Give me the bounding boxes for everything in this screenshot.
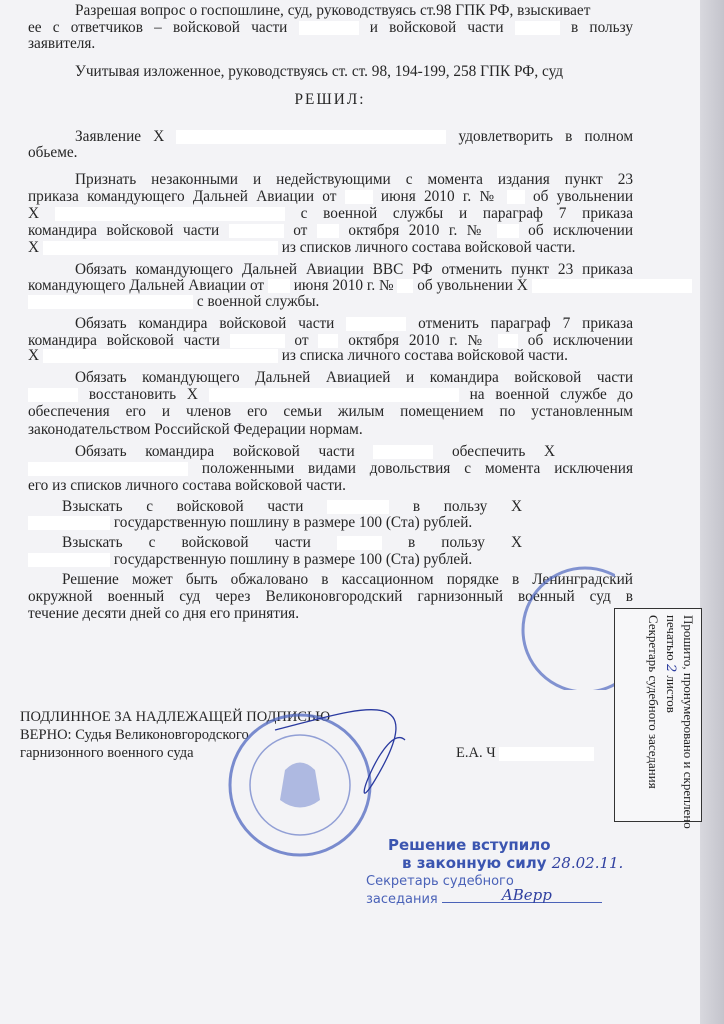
text-line: Учитывая изложенное, руководствуясь ст. ст. 98, 194-199, 258 ГПК РФ, суд <box>75 63 564 80</box>
text-line <box>28 551 472 569</box>
judge-name <box>456 744 594 762</box>
text: приказа командующего Дальней Авиации от <box>28 188 337 205</box>
text: ее с ответчиков – войсковой части <box>28 19 288 36</box>
text: Обязать командира войсковой части <box>75 315 335 332</box>
text: июня 2010 г. № <box>293 277 394 294</box>
binding-certification-label <box>614 608 702 829</box>
redaction <box>209 388 459 402</box>
redaction <box>317 224 339 238</box>
text: Обязать командира войсковой части <box>75 443 355 460</box>
text-line <box>28 347 568 365</box>
secretary-signature: ABepp <box>501 886 552 904</box>
text: листов <box>664 675 679 713</box>
text: об увольнении Х <box>417 277 528 294</box>
text: Х <box>28 347 40 364</box>
text: с военной службы. <box>196 293 320 310</box>
text: об исключении <box>528 222 633 239</box>
text: и войсковой части <box>369 19 504 36</box>
text: Х <box>28 239 40 256</box>
text: Взыскать с войсковой части <box>62 498 304 515</box>
text: обеспечить Х <box>451 443 555 460</box>
redaction <box>43 349 278 363</box>
text-line: Обязать командующего Дальней Авиации ВВС РФ отменить пункт 23 приказа <box>75 261 633 278</box>
text: печатью <box>664 615 679 661</box>
text: октября 2010 г. № <box>348 222 488 239</box>
text-line: Обязать командующего Дальней Авиацией и командира войсковой части <box>75 369 633 386</box>
text: об исключении <box>527 332 633 349</box>
text-line <box>28 386 633 404</box>
certification-line: гарнизонного военного суда <box>20 745 194 761</box>
redaction <box>28 516 110 530</box>
text: Заявление Х <box>75 128 165 145</box>
redaction <box>268 279 290 293</box>
text: в пользу Х <box>412 498 522 515</box>
redaction <box>43 241 278 255</box>
text: Взыскать с войсковой части <box>62 534 311 551</box>
label-line: Секретарь судебного заседания <box>646 615 661 789</box>
text: с военной службы и параграф 7 приказа <box>300 205 633 222</box>
text: об увольнении <box>532 188 633 205</box>
text-line <box>75 443 555 461</box>
text: октября 2010 г. № <box>348 332 489 349</box>
text: в законную силу <box>402 854 547 872</box>
text-line: обьеме. <box>28 144 78 161</box>
redaction <box>28 295 193 309</box>
text-line <box>28 293 319 311</box>
text: в пользу <box>570 19 633 36</box>
text: от <box>294 332 309 349</box>
partial-seal <box>505 560 615 690</box>
redaction <box>397 279 413 293</box>
label-line <box>662 615 680 815</box>
text: командира войсковой части <box>28 222 220 239</box>
text: июня 2010 г. № <box>380 188 499 205</box>
sheet-count: 2 <box>663 663 678 673</box>
text-line <box>75 128 633 146</box>
certification-line: ПОДЛИННОЕ ЗА НАДЛЕЖАЩЕЙ ПОДПИСЬЮ <box>20 709 331 725</box>
text-line <box>28 19 633 37</box>
redaction <box>28 462 188 476</box>
redaction <box>28 553 110 567</box>
redaction <box>499 747 594 761</box>
text: удовлетворить в полном <box>458 128 633 145</box>
redaction <box>299 21 359 35</box>
redaction <box>55 207 285 221</box>
entry-stamp-line <box>402 854 623 872</box>
court-seal <box>215 700 415 870</box>
redaction <box>497 224 519 238</box>
text: командующего Дальней Авиации от <box>28 277 265 294</box>
text: из списков личного состава войсковой части. <box>281 239 576 256</box>
text: Е.А. Ч <box>456 745 496 761</box>
redaction <box>176 130 446 144</box>
text-line: обеспечения его и членов его семьи жилым помещением по установленным <box>28 403 633 420</box>
text-line: заявителя. <box>28 35 96 52</box>
text-line: законодательством Российской Федерации нормам. <box>28 421 363 438</box>
decision-heading: РЕШИЛ: <box>294 91 366 108</box>
redaction <box>507 190 525 204</box>
text: из списка личного состава войсковой части. <box>281 347 568 364</box>
text-line <box>28 205 633 223</box>
page-edge <box>700 0 724 1024</box>
text: от <box>293 222 308 239</box>
entry-stamp-line <box>366 886 602 907</box>
text-line: окружной военный суд через Великоновгородский гарнизонный военный суд в <box>28 588 633 605</box>
text-line <box>75 315 633 333</box>
redaction <box>337 536 382 550</box>
text-line: Разрешая вопрос о госпошлине, суд, руководствуясь ст.98 ГПК РФ, взыскивает <box>75 2 591 19</box>
text: Х <box>28 205 40 222</box>
text: в пользу Х <box>407 534 522 551</box>
entry-stamp-line: Секретарь судебного <box>366 874 514 889</box>
text: восстановить Х <box>88 386 198 403</box>
text-line: его из списков личного состава войсковой части. <box>28 477 346 494</box>
text-line <box>28 239 575 257</box>
redaction <box>346 317 406 331</box>
text: заседания <box>366 892 438 907</box>
text-line <box>28 188 633 206</box>
redaction <box>345 190 373 204</box>
text: на военной службе до <box>469 386 633 403</box>
redaction <box>229 224 284 238</box>
redaction <box>515 21 560 35</box>
effective-date: 28.02.11. <box>551 854 624 872</box>
label-line: Прошито, пронумеровано и скреплено <box>681 615 696 829</box>
text-line <box>28 460 633 478</box>
redaction <box>532 279 692 293</box>
certification-line: ВЕРНО: Судья Великоновгородского <box>20 727 249 743</box>
text: командира войсковой части <box>28 332 220 349</box>
text: государственную пошлину в размере 100 (Ста) рублей. <box>113 514 473 531</box>
redaction <box>327 500 389 514</box>
text-line: Признать незаконными и недействующими с момента издания пункт 23 <box>75 171 633 188</box>
text-line <box>28 514 472 532</box>
text-line <box>62 534 522 552</box>
entry-stamp-line: Решение вступило <box>388 836 551 854</box>
text: отменить параграф 7 приказа <box>418 315 633 332</box>
text-line <box>28 222 633 240</box>
redaction <box>28 388 78 402</box>
text-line: Решение может быть обжаловано в кассационном порядке в Ленинградский <box>62 571 633 588</box>
text-line: течение десяти дней со дня его принятия. <box>28 605 300 622</box>
text: положенными видами довольствия с момента исключения <box>201 460 633 477</box>
redaction <box>373 445 433 459</box>
text: государственную пошлину в размере 100 (Ста) рублей. <box>113 551 473 568</box>
